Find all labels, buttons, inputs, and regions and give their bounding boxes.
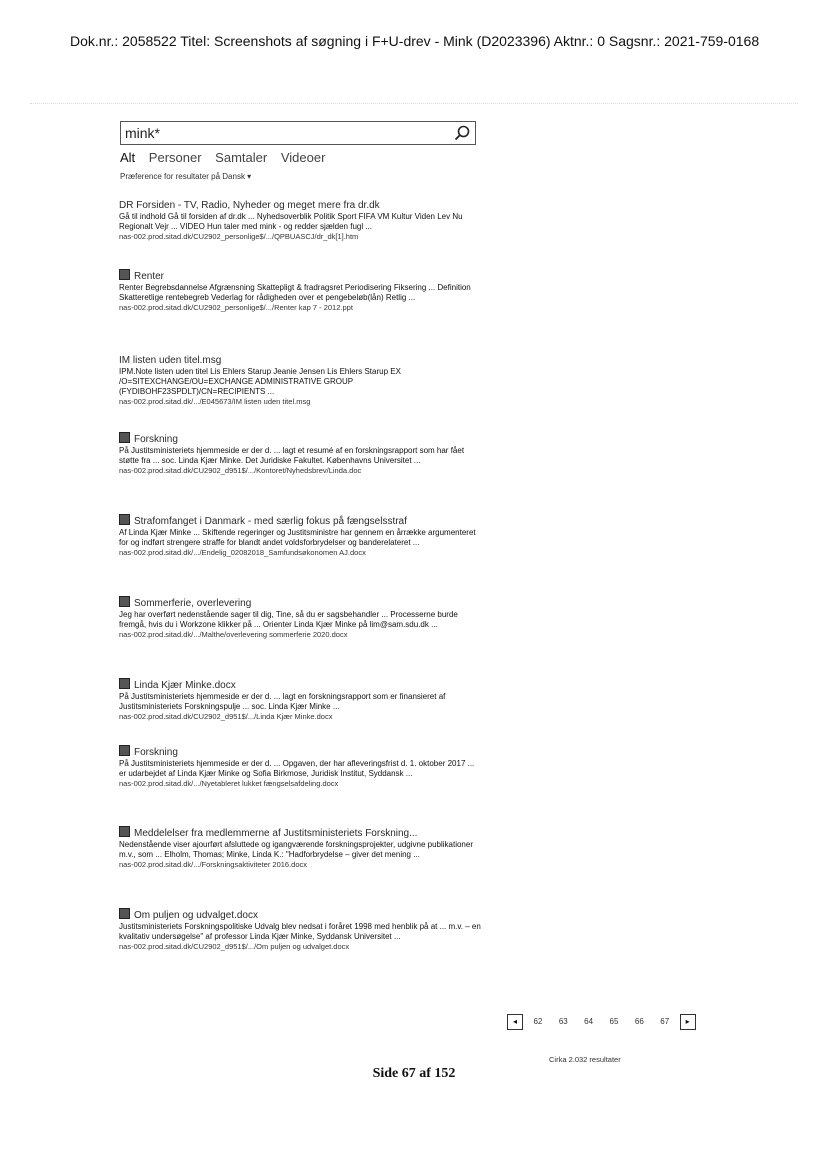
result-title[interactable]: Forskning <box>134 434 178 445</box>
search-input[interactable]: mink* <box>125 125 161 141</box>
search-result <box>119 355 481 407</box>
search-result <box>119 745 481 789</box>
search-result <box>119 269 481 313</box>
result-title-link[interactable] <box>119 432 481 446</box>
result-title-link[interactable] <box>119 355 481 367</box>
result-path: nas-002.prod.sitad.dk/.../E045673/IM listen uden titel.msg <box>119 397 311 406</box>
result-snippet: Af Linda Kjær Minke ... Skiftende regeringer og Justitsministre har gennem en årrække argumenteret for og indført strengere straffe for blandt andet voldsforbrydelser og banderelateret ... <box>119 528 476 547</box>
result-snippet: Gå til indhold Gå til forsiden af dr.dk ... Nyhedsoverblik Politik Sport FIFA VM Kultur Viden Lev Nu Regionalt Vejr ... VIDEO Hun taler med mink - og redder sjælden fugl ... <box>119 212 463 231</box>
page-number: Side 67 af 152 <box>372 1066 456 1081</box>
result-title[interactable]: Renter <box>134 271 165 282</box>
result-title-link[interactable] <box>119 200 481 212</box>
search-result <box>119 908 481 952</box>
page-link[interactable]: 65 <box>609 1017 619 1027</box>
page-link[interactable]: 62 <box>533 1017 543 1027</box>
word-icon <box>119 678 130 689</box>
result-title-link[interactable] <box>119 678 481 692</box>
result-title-link[interactable] <box>119 596 481 610</box>
result-path: nas-002.prod.sitad.dk/CU2902_d951$/.../Kontoret/Nyhedsbrev/Linda.doc <box>119 466 362 475</box>
language-preference[interactable]: Præference for resultater på Dansk ▾ <box>120 172 252 181</box>
search-result <box>119 514 481 558</box>
result-title[interactable]: Forskning <box>134 747 178 758</box>
page-link[interactable]: 64 <box>584 1017 594 1027</box>
result-title-link[interactable] <box>119 269 481 283</box>
result-path: nas-002.prod.sitad.dk/.../Forskningsaktiviteter 2016.docx <box>119 860 308 869</box>
result-path: nas-002.prod.sitad.dk/.../Endelig_02082018_Samfundsøkonomen AJ.docx <box>119 548 366 557</box>
tab-conversations[interactable]: Samtaler <box>215 150 268 165</box>
result-snippet: IPM.Note listen uden titel Lis Ehlers Starup Jeanie Jensen Lis Ehlers Starup EX /O=SITEXCHANGE/OU=EXCHANGE ADMINISTRATIVE GROUP (FYDIBOHF23SPDLT)/CN=RECIPIENTS ... <box>119 367 401 396</box>
result-title[interactable]: Strafomfanget i Danmark - med særlig fokus på fængselsstraf <box>134 516 407 527</box>
next-page-button[interactable]: ▸ <box>680 1014 696 1030</box>
result-title[interactable]: Sommerferie, overlevering <box>134 598 252 609</box>
result-path: nas-002.prod.sitad.dk/CU2902_personlige$/.../Renter kap 7 - 2012.ppt <box>119 303 353 312</box>
search-result <box>119 432 481 476</box>
result-snippet: Renter Begrebsdannelse Afgrænsning Skattepligt & fradragsret Periodisering Fiksering ... Definition Skatteretlige rentebegreb Vederlag for rådigheden over et pengebeløb(lån) Retlig ... <box>119 283 471 302</box>
result-path: nas-002.prod.sitad.dk/CU2902_d951$/.../Linda Kjær Minke.docx <box>119 712 333 721</box>
result-title[interactable]: Meddelelser fra medlemmerne af Justitsministeriets Forskning... <box>134 828 418 839</box>
result-path: nas-002.prod.sitad.dk/CU2902_personlige$/.../QPBUASCJ/dr_dk[1].htm <box>119 232 359 241</box>
result-title[interactable]: DR Forsiden - TV, Radio, Nyheder og meget mere fra dr.dk <box>119 200 380 211</box>
page-link-current[interactable]: 67 <box>660 1017 670 1027</box>
result-snippet: På Justitsministeriets hjemmeside er der d. ... Opgaven, der har afleveringsfrist d. 1. oktober 2017 ... er udarbejdet af Linda Kjær Minke og Sofia Birkmose, Juridisk Institut, Syddansk ... <box>119 759 475 778</box>
page-link[interactable]: 63 <box>558 1017 568 1027</box>
word-icon <box>119 908 130 919</box>
search-tabs <box>120 150 335 165</box>
previous-page-button[interactable]: ◂ <box>507 1014 523 1030</box>
ppt-icon <box>119 269 130 280</box>
word-icon <box>119 432 130 443</box>
pagination <box>507 1013 696 1031</box>
search-result <box>119 678 481 722</box>
tab-all[interactable]: Alt <box>120 150 136 165</box>
result-title-link[interactable] <box>119 745 481 759</box>
page-link[interactable]: 66 <box>634 1017 644 1027</box>
search-result <box>119 200 481 242</box>
result-path: nas-002.prod.sitad.dk/.../Nyetableret lukket fængselsafdeling.docx <box>119 779 339 788</box>
result-title-link[interactable] <box>119 908 481 922</box>
result-title[interactable]: Om puljen og udvalget.docx <box>134 910 258 921</box>
search-icon[interactable] <box>453 124 471 142</box>
result-title-link[interactable] <box>119 514 481 528</box>
tab-people[interactable]: Personer <box>148 150 202 165</box>
result-path: nas-002.prod.sitad.dk/.../Malthe/overlevering sommerferie 2020.docx <box>119 630 348 639</box>
search-result <box>119 826 481 870</box>
word-icon <box>119 826 130 837</box>
result-snippet: Justitsministeriets Forskningspolitiske Udvalg blev nedsat i foråret 1998 med henblik på at ... m.v. – en kvalitativ undersøgelse" af professor Linda Kjær Minke, Syddansk Universitet ... <box>119 922 481 941</box>
result-title[interactable]: IM listen uden titel.msg <box>119 355 222 366</box>
tab-videos[interactable]: Videoer <box>280 150 326 165</box>
result-snippet: På Justitsministeriets hjemmeside er der d. ... lagt en forskningsrapport som er finansieret af Justitsministeriets Forskningspulje ... soc. Linda Kjær Minke ... <box>119 692 446 711</box>
result-path: nas-002.prod.sitad.dk/CU2902_d951$/.../Om puljen og udvalget.docx <box>119 942 350 951</box>
search-result <box>119 596 481 640</box>
result-count: Cirka 2.032 resultater <box>549 1055 621 1064</box>
word-icon <box>119 745 130 756</box>
result-snippet: Jeg har overført nedenstående sager til dig, Tine, så du er sagsbehandler ... Processerne burde fremgå, hvis du i Workzone klikker på ... Orienter Linda Kjær Minke på lim@sam.sdu.dk ... <box>119 610 458 629</box>
document-header: Dok.nr.: 2058522 Titel: Screenshots af søgning i F+U-drev - Mink (D2023396) Aktnr.: 0 Sagsnr.: 2021-759-0168 <box>70 33 760 49</box>
word-icon <box>119 514 130 525</box>
result-snippet: Nedenstående viser ajourført afsluttede og igangværende forskningsprojekter, udgivne publikationer m.v., som ... Elholm, Thomas; Minke, Linda K.: "Hadforbrydelse – giver det mening ... <box>119 840 473 859</box>
word-icon <box>119 596 130 607</box>
result-title[interactable]: Linda Kjær Minke.docx <box>134 680 236 691</box>
result-title-link[interactable] <box>119 826 481 840</box>
separator-line <box>30 103 798 104</box>
result-snippet: På Justitsministeriets hjemmeside er der d. ... lagt et resumé af en forskningsrapport som har fået støtte fra ... soc. Linda Kjær Minke. Det Juridiske Fakultet. Københavns Universitet ... <box>119 446 465 465</box>
search-box[interactable] <box>120 121 476 145</box>
